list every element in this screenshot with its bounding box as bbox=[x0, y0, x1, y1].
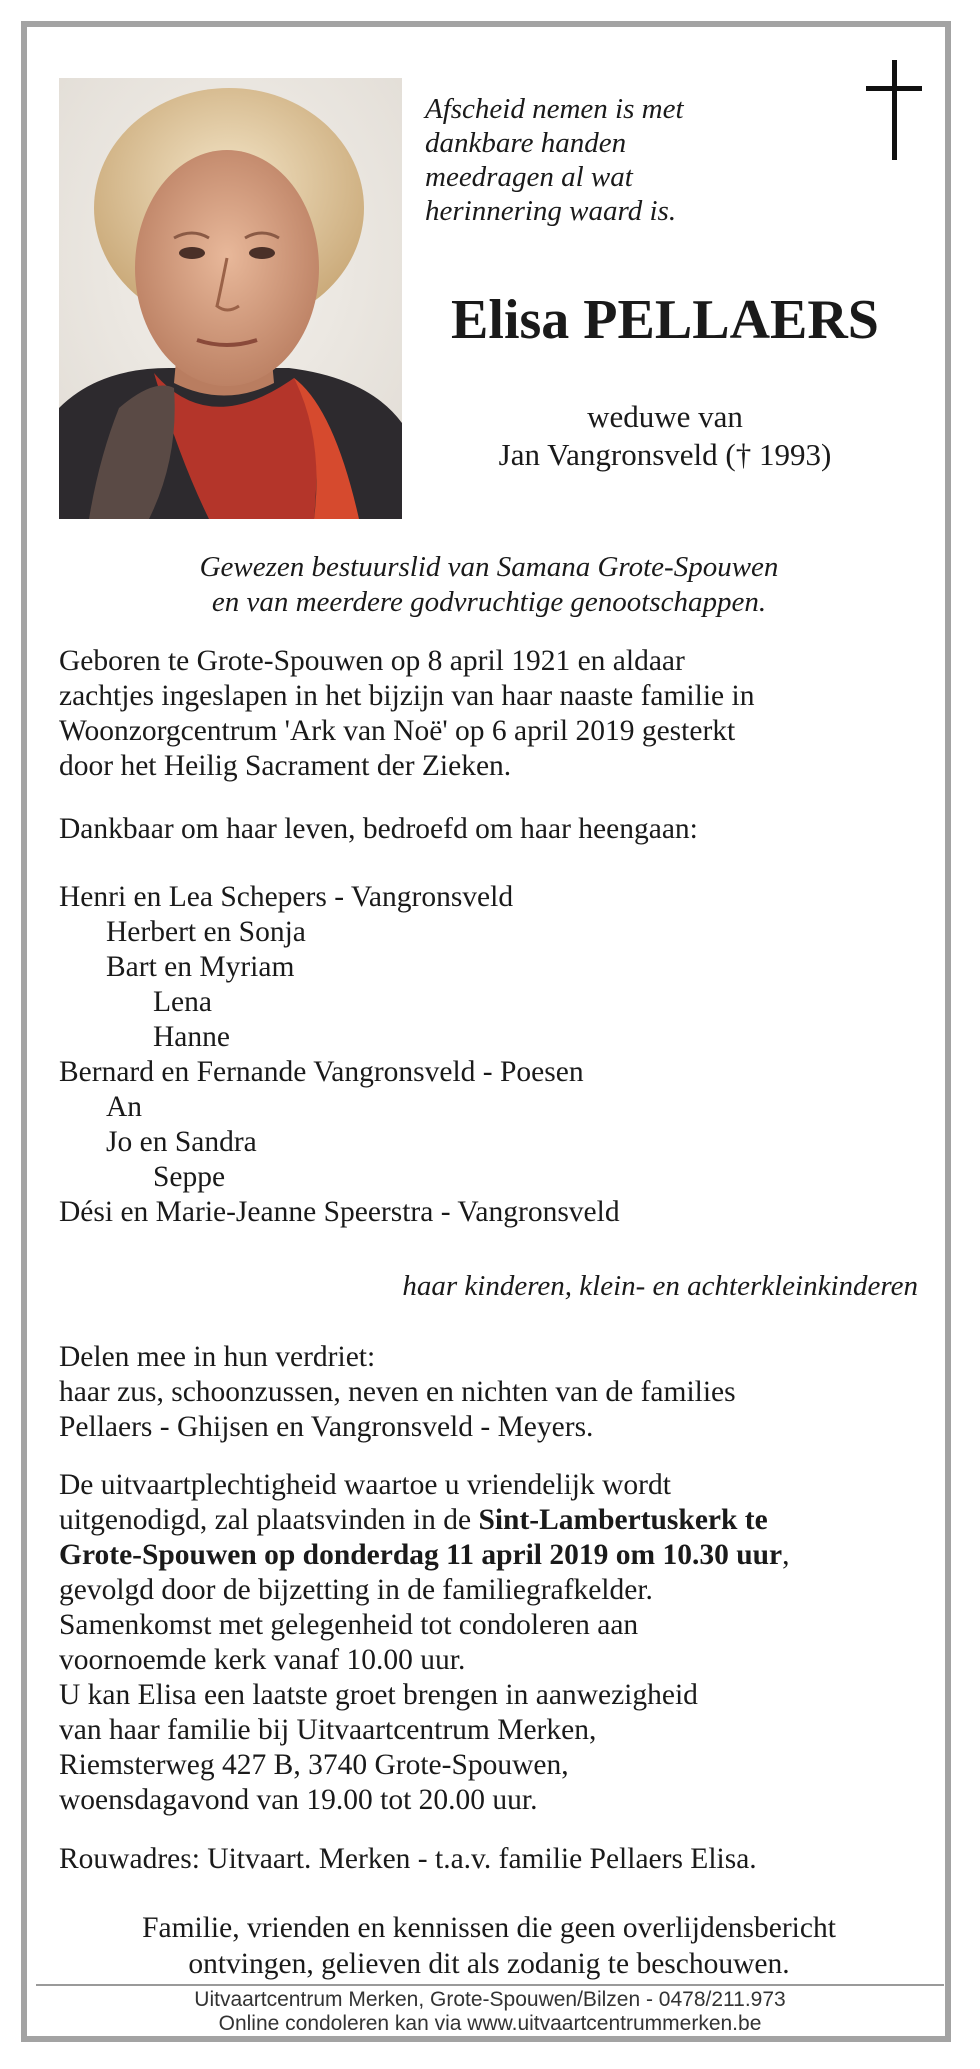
cross-icon bbox=[866, 60, 922, 160]
footer bbox=[36, 1988, 944, 2036]
address-line: Rouwadres: Uitvaart. Merken - t.a.v. familie Pellaers Elisa. bbox=[59, 1843, 757, 1875]
family-member: Bart en Myriam bbox=[106, 951, 295, 983]
funeral-text-2: , gevolgd door de bijzetting in de familiegrafkelder. Samenkomst met gelegenheid tot condoleren aan voornoemde kerk vanaf 10.00 uur. U kan Elisa een laatste groet brengen in aanwezigheid van haar familie bij Uitvaartcentrum Merken, Riemsterweg 427 B, 3740 Grote-Spouwen, woensdagavond van 19.00 tot 20.00 uur. bbox=[59, 1539, 790, 1816]
spouse-name: Jan Vangronsveld († 1993) bbox=[498, 437, 832, 472]
family-member: Lena bbox=[153, 986, 212, 1018]
tagline: Gewezen bestuurslid van Samana Grote-Spouwen en van meerdere godvruchtige genootschappen. bbox=[199, 551, 779, 618]
share-paragraph: Delen mee in hun verdriet: haar zus, schoonzussen, neven en nichten van de families Pellaers - Ghijsen en Vangronsveld - Meyers. bbox=[59, 1341, 736, 1443]
funeral-home-line: Uitvaartcentrum Merken, Grote-Spouwen/Bilzen - 0478/211.973 bbox=[194, 1988, 786, 2011]
memorial-quote: Afscheid nemen is met dankbare handen meedragen al wat herinnering waard is. bbox=[425, 93, 684, 227]
notice: Familie, vrienden en kennissen die geen overlijdensbericht ontvingen, gelieven dit als zodanig te beschouwen. bbox=[142, 1912, 836, 1980]
family-member: Jo en Sandra bbox=[106, 1126, 257, 1158]
deceased-name: Elisa PELLAERS bbox=[451, 289, 879, 351]
funeral-paragraph bbox=[59, 1468, 790, 1818]
widow-of bbox=[440, 398, 890, 474]
family-member: An bbox=[106, 1091, 143, 1123]
family-member: Herbert en Sonja bbox=[106, 916, 306, 948]
born-paragraph: Geboren te Grote-Spouwen op 8 april 1921 en aldaar zachtjes ingeslapen in het bijzijn van haar naaste familie in Woonzorgcentrum 'Ark van Noë' op 6 april 2019 gesterkt door het Heilig Sacrament der Zieken. bbox=[59, 645, 755, 782]
footer-divider bbox=[36, 1984, 944, 1986]
family-member: Hanne bbox=[153, 1021, 230, 1053]
grateful-line: Dankbaar om haar leven, bedroefd om haar heengaan: bbox=[59, 813, 698, 845]
family-member: Bernard en Fernande Vangronsveld - Poesen bbox=[59, 1056, 584, 1088]
widow-line: weduwe van bbox=[587, 399, 743, 434]
online-condolence-link[interactable]: Online condoleren kan via www.uitvaartcentrummerken.be bbox=[218, 2012, 762, 2035]
family-member: Henri en Lea Schepers - Vangronsveld bbox=[59, 881, 514, 913]
kids-line: haar kinderen, klein- en achterkleinkinderen bbox=[402, 1270, 918, 1302]
funeral-text-1: De uitvaartplechtigheid waartoe u vriendelijk wordt uitgenodigd, zal plaatsvinden in de bbox=[59, 1469, 671, 1536]
family-list bbox=[59, 880, 620, 1230]
family-member: Dési en Marie-Jeanne Speerstra - Vangronsveld bbox=[59, 1196, 620, 1228]
funeral-church-date: Sint-Lambertuskerk te Grote-Spouwen op donderdag 11 april 2019 om 10.30 uur bbox=[59, 1504, 783, 1571]
portrait-photo bbox=[59, 78, 402, 519]
family-member: Seppe bbox=[153, 1161, 226, 1193]
